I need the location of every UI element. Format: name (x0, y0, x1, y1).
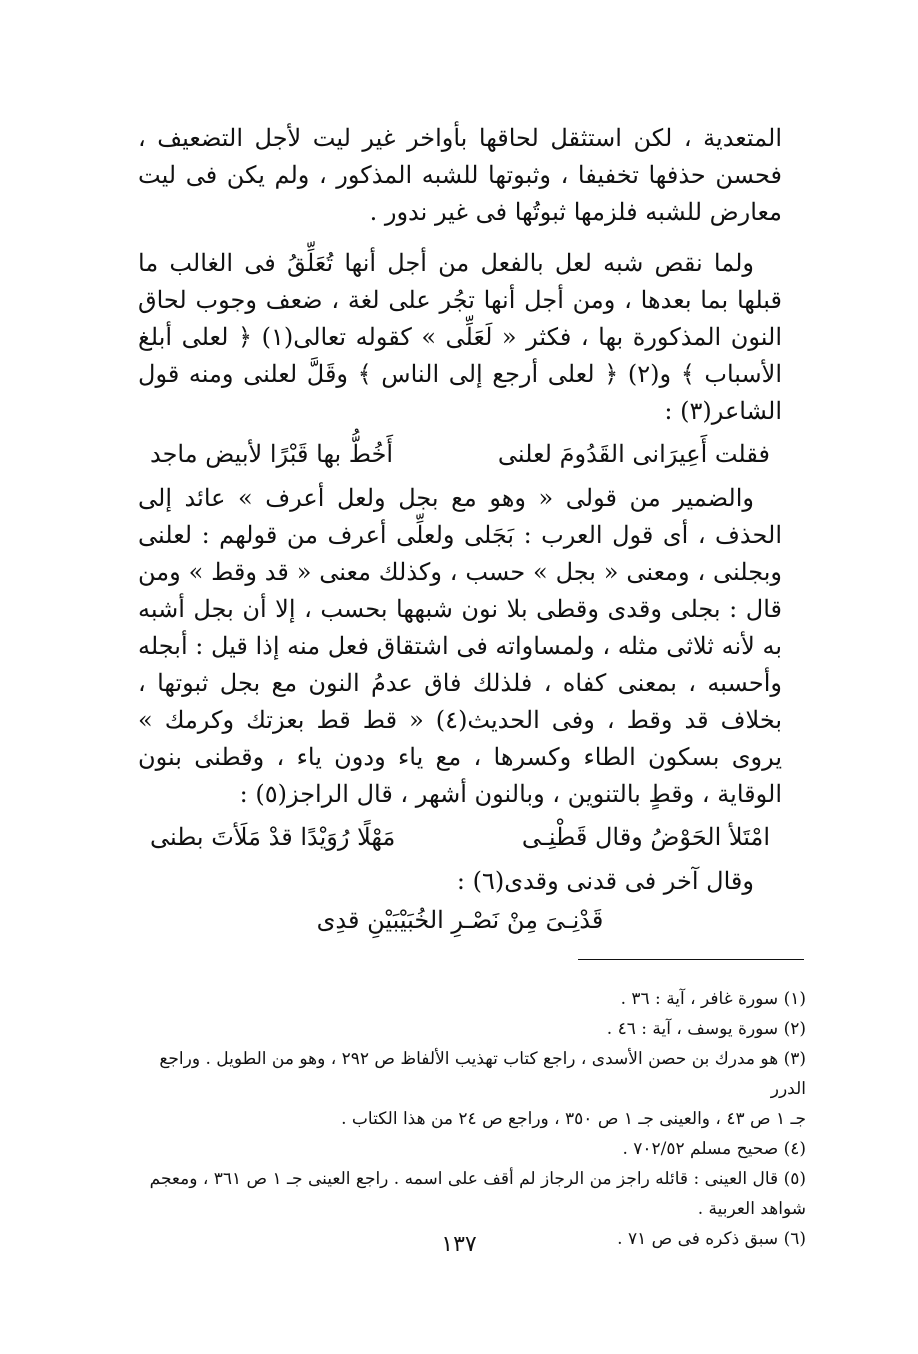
verse-1-second-hemistich: أَخُطُّ بها قَبْرًا لأبيض ماجد (150, 440, 394, 468)
footnote-3: (٣) هو مدرك بن حصن الأسدى ، راجع كتاب تهذيب الألفاظ ص ٢٩٢ ، وهو من الطويل . وراجع الدرر (159, 1049, 806, 1099)
verse-2 (150, 817, 770, 857)
verse-2-first-hemistich: امْتَلأ الحَوْضُ وقال قَطْنِـى (521, 823, 770, 851)
footnote-3-continued: جـ ١ ص ٤٣ ، والعينى جـ ١ ص ٣٥٠ ، وراجع ص ٢٤ من هذا الكتاب . (341, 1109, 806, 1129)
footnotes (136, 984, 806, 1254)
main-text (138, 120, 782, 940)
footnote-2: (٢) سورة يوسف ، آية : ٤٦ . (606, 1019, 806, 1039)
footnote-6: (٦) سبق ذكره فى ص ٧١ . (617, 1229, 806, 1249)
footnote-divider (578, 959, 804, 960)
verse-3: قَدْنِـىَ مِنْ نَصْـرِ الخُبَيْبَيْنِ قدِى (316, 906, 604, 934)
verse-1 (150, 434, 770, 474)
paragraph-4: وقال آخر فى قدنى وقدى(٦) : (456, 867, 754, 895)
footnote-5: (٥) قال العينى : قائله راجز من الرجاز لم أقف على اسمه . راجع العينى جـ ١ ص ٣٦١ ، ومعجم شواهد العربية . (149, 1169, 806, 1219)
page-number: ١٣٧ (441, 1232, 477, 1257)
footnote-4: (٤) صحيح مسلم ٧٠٢/٥٢ . (622, 1139, 806, 1159)
verse-2-second-hemistich: مَهْلًا رُوَيْدًا قدْ مَلَأتَ بطنى (150, 823, 396, 851)
paragraph-2: ولما نقص شبه لعل بالفعل من أجل أنها تُعَلِّقُ فى الغالب ما قبلها بما بعدها ، ومن أجل أنها تجُر على لغة ، ضعف وجوب لحاق النون المذكورة بها ، فكثر « لَعَلِّى » كقوله تعالى(١) ﴿ لعلى أبلغ الأسباب ﴾ و(٢) ﴿ لعلى أرجع إلى الناس ﴾ وقَلَّ لعلنى ومنه قول الشاعر(٣) : (138, 249, 782, 425)
paragraph-1: المتعدية ، لكن استثقل لحاقها بأواخر غير ليت لأجل التضعيف ، فحسن حذفها تخفيفا ، وثبوتها للشبه المذكور ، ولم يكن فى ليت معارض للشبه فلزمها ثبوتُها فى غير ندور . (138, 124, 782, 226)
verse-1-first-hemistich: فقلت أَعِيرَانى القَدُومَ لعلنى (497, 440, 770, 468)
footnote-1: (١) سورة غافر ، آية : ٣٦ . (620, 989, 806, 1009)
paragraph-3: والضمير من قولى « وهو مع بجل ولعل أعرف » عائد إلى الحذف ، أى قول العرب : بَجَلى ولعلِّى أعرف من قولهم : لعلنى وبجلنى ، ومعنى « بجل » حسب ، وكذلك معنى « قد وقط » ومن قال : بجلى وقدى وقطى بلا نون شبهها بحسب ، إلا أن بجل أشبه به لأنه ثلاثى مثله ، ولمساواته فى اشتقاق فعل منه إذا قيل : أبجله وأحسبه ، بمعنى كفاه ، فلذلك فاق عدمُ النون مع بجل ثبوتها ، بخلاف قد وقط ، وفى الحديث(٤) « قط قط بعزتك وكرمك » يروى بسكون الطاء وكسرها ، مع ياء ودون ياء ، وقطنى بنون الوقاية ، وقطٍ بالتنوين ، وبالنون أشهر ، قال الراجز(٥) : (137, 484, 782, 808)
